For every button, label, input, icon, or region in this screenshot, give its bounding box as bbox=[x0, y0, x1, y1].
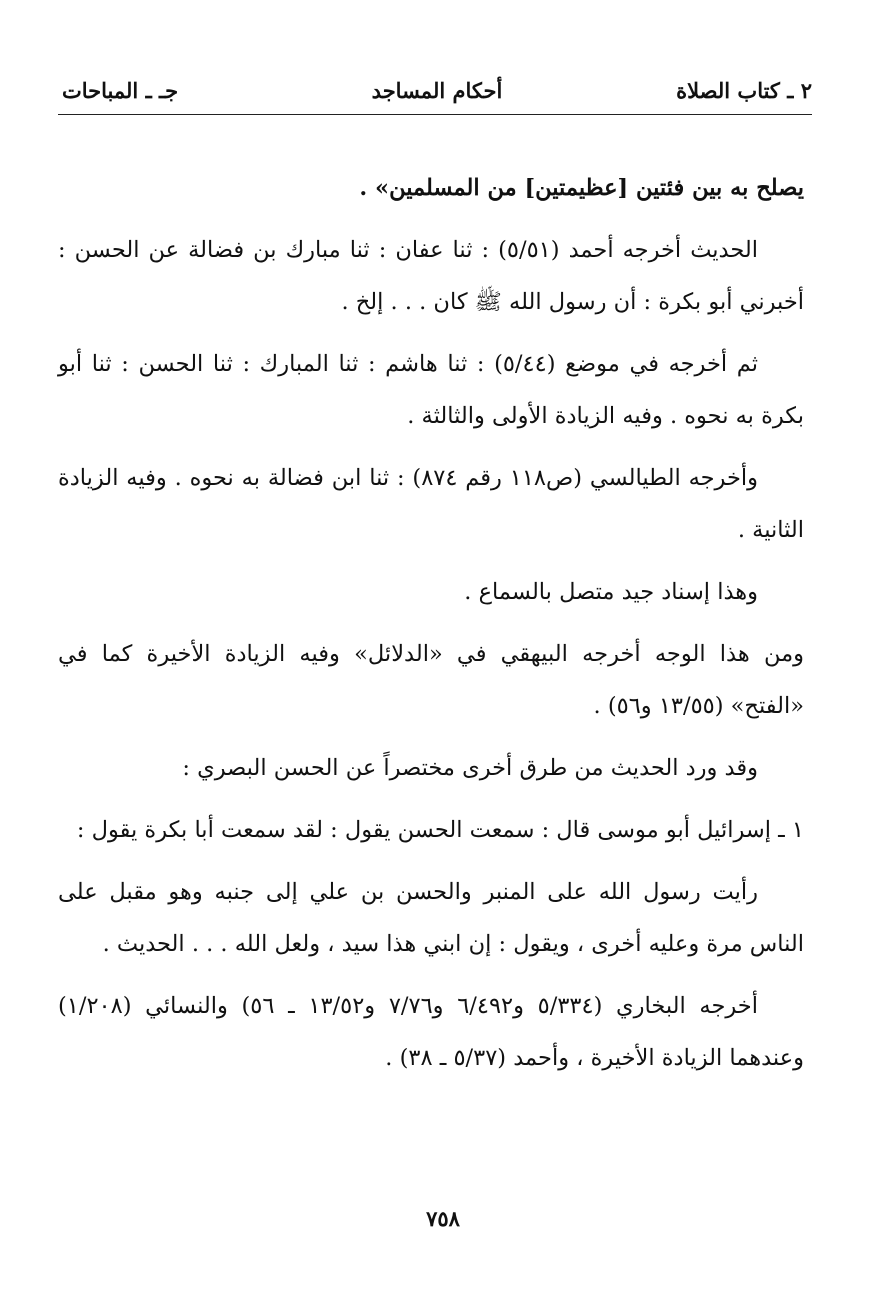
paragraph-continuation: يصلح به بين فئتين [عظيمتين] من المسلمين» . bbox=[359, 175, 804, 201]
header-divider bbox=[58, 114, 812, 115]
paragraph: ثم أخرجه في موضع (٥/٤٤) : ثنا هاشم : ثنا المبارك : ثنا الحسن : ثنا أبو بكرة به نحوه . وفيه الزيادة الأولى والثالثة . bbox=[58, 351, 804, 429]
page-number: ٧٥٨ bbox=[426, 1206, 460, 1231]
paragraph: ومن هذا الوجه أخرجه البيهقي في «الدلائل» وفيه الزيادة الأخيرة كما في «الفتح» (١٣/٥٥ و٥٦) . bbox=[58, 641, 804, 719]
page-body bbox=[58, 162, 804, 1094]
header-section-title: جـ ـ المباحات bbox=[62, 78, 179, 103]
paragraph-quote: رأيت رسول الله على المنبر والحسن بن علي إلى جنبه وهو مقبل على الناس مرة وعليه أخرى ، ويقول : إن ابني هذا سيد ، ولعل الله . . . الحديث . bbox=[58, 879, 804, 957]
paragraph: وهذا إسناد جيد متصل بالسماع . bbox=[464, 579, 758, 605]
header-chapter-title: أحكام المساجد bbox=[371, 78, 503, 103]
paragraph-numbered-item: ١ ـ إسرائيل أبو موسى قال : سمعت الحسن يقول : لقد سمعت أبا بكرة يقول : bbox=[76, 817, 804, 843]
running-header bbox=[62, 74, 812, 114]
paragraph: الحديث أخرجه أحمد (٥/٥١) : ثنا عفان : ثنا مبارك بن فضالة عن الحسن : أخبرني أبو بكرة : أن رسول الله ﷺ كان . . . إلخ . bbox=[58, 237, 804, 315]
paragraph: أخرجه البخاري (٥/٣٣٤ و٦/٤٩٢ و٧/٧٦ و١٣/٥٢ ـ ٥٦) والنسائي (١/٢٠٨) وعندهما الزيادة الأخيرة ، وأحمد (٥/٣٧ ـ ٣٨) . bbox=[58, 993, 804, 1071]
paragraph: وقد ورد الحديث من طرق أخرى مختصراً عن الحسن البصري : bbox=[182, 755, 758, 781]
header-book-title: ٢ ـ كتاب الصلاة bbox=[676, 78, 812, 103]
paragraph: وأخرجه الطيالسي (ص١١٨ رقم ٨٧٤) : ثنا ابن فضالة به نحوه . وفيه الزيادة الثانية . bbox=[58, 465, 804, 543]
